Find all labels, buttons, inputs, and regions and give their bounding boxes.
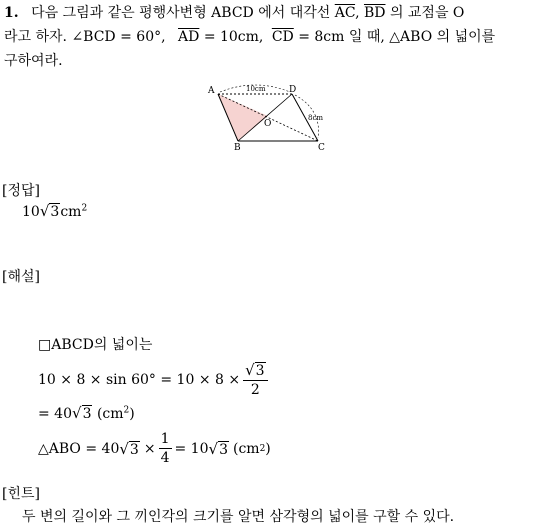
hint-heading: [힌트] xyxy=(2,486,40,502)
radicand: 3 xyxy=(129,441,139,458)
explanation-text: = 10 xyxy=(174,440,209,457)
vertex-label-d: D xyxy=(289,85,297,95)
problem-line-1 xyxy=(4,2,464,22)
explanation-line-3: = 40√3 $(cm^2)$ xyxy=(38,404,135,422)
fraction-numerator: 1 xyxy=(160,431,170,447)
hint-text: 두 변의 길이와 그 끼인각의 크기를 알면 삼각형의 넓이를 구할 수 있다. xyxy=(22,509,455,525)
radicand: 3 xyxy=(82,406,92,422)
problem-text: 구하여라. xyxy=(4,53,63,69)
explanation-text: × xyxy=(143,440,156,457)
comma: , xyxy=(355,5,360,21)
triangle-abo-shade xyxy=(218,94,268,141)
explanation-text: 10 × 8 × sin 60° = 10 × 8 × xyxy=(38,372,241,388)
intersection-label-o: O xyxy=(264,119,272,129)
sqrt-symbol: √3 xyxy=(119,439,139,458)
explanation-line-2 xyxy=(38,361,271,399)
explanation-text: (cm xyxy=(232,440,260,457)
explanation-text: ) xyxy=(265,440,271,457)
vertex-label-c: C xyxy=(318,143,325,153)
sqrt-symbol: √3 xyxy=(208,439,228,458)
parallelogram-figure xyxy=(200,80,340,154)
length-label-ad: 10cm xyxy=(246,85,266,93)
fraction-denominator: 2 xyxy=(250,382,260,398)
length-label-cd: 8cm xyxy=(308,114,324,122)
problem-number: 1. xyxy=(4,5,19,21)
radicand: 3 xyxy=(219,441,228,458)
problem-text: 다음 그림과 같은 평행사변형 ABCD 에서 대각선 xyxy=(31,5,331,21)
explanation-heading: [해설] xyxy=(2,269,40,285)
problem-text: = 8cm 일 때, △ABO 의 넓이를 xyxy=(298,29,496,45)
explanation-line-4: △ABO = 40 √3 × $\frac{1}{4}$ = 10 √3 (cm 2 ) xyxy=(38,431,271,466)
answer-radicand: 3 xyxy=(50,204,60,220)
segment-ac: $\overline{AC}$ xyxy=(334,5,356,21)
fraction-sqrt3-over-2: $\frac{√3}{2}$ xyxy=(243,361,267,399)
sqrt-symbol: √3 xyxy=(39,202,60,220)
answer-heading: [정답] xyxy=(2,183,40,199)
explanation-text: ) xyxy=(129,406,135,422)
fraction-denominator: 4 xyxy=(160,450,170,466)
problem-line-3 xyxy=(4,50,63,70)
sqrt-symbol: √3 xyxy=(72,404,92,422)
vertex-label-a: A xyxy=(208,86,215,96)
explanation-text: △ABO = 40 xyxy=(38,440,120,457)
problem-line-2 xyxy=(4,26,495,46)
answer-coefficient: 10 xyxy=(22,204,40,220)
problem-text: = 10cm, xyxy=(203,29,264,45)
explanation-text: = 40 xyxy=(38,406,72,422)
segment-cd: $\overline{CD}$ xyxy=(271,29,294,45)
answer-unit: cm xyxy=(60,204,82,220)
fraction-one-quarter xyxy=(159,430,172,467)
problem-text: 의 교점을 O xyxy=(389,5,465,21)
segment-ad: $\overline{AD}$ xyxy=(178,29,200,45)
vertex-label-b: B xyxy=(234,143,241,153)
explanation-text: (cm xyxy=(96,406,124,422)
segment-bd: $\overline{BD}$ xyxy=(363,5,386,21)
fraction-numerator: 3 xyxy=(255,363,265,379)
explanation-line-1: □ABCD의 넓이는 xyxy=(38,337,153,353)
problem-text: 라고 하자. ∠BCD = 60°, xyxy=(4,29,166,45)
answer-value: $10√3cm^2$ xyxy=(22,202,88,220)
